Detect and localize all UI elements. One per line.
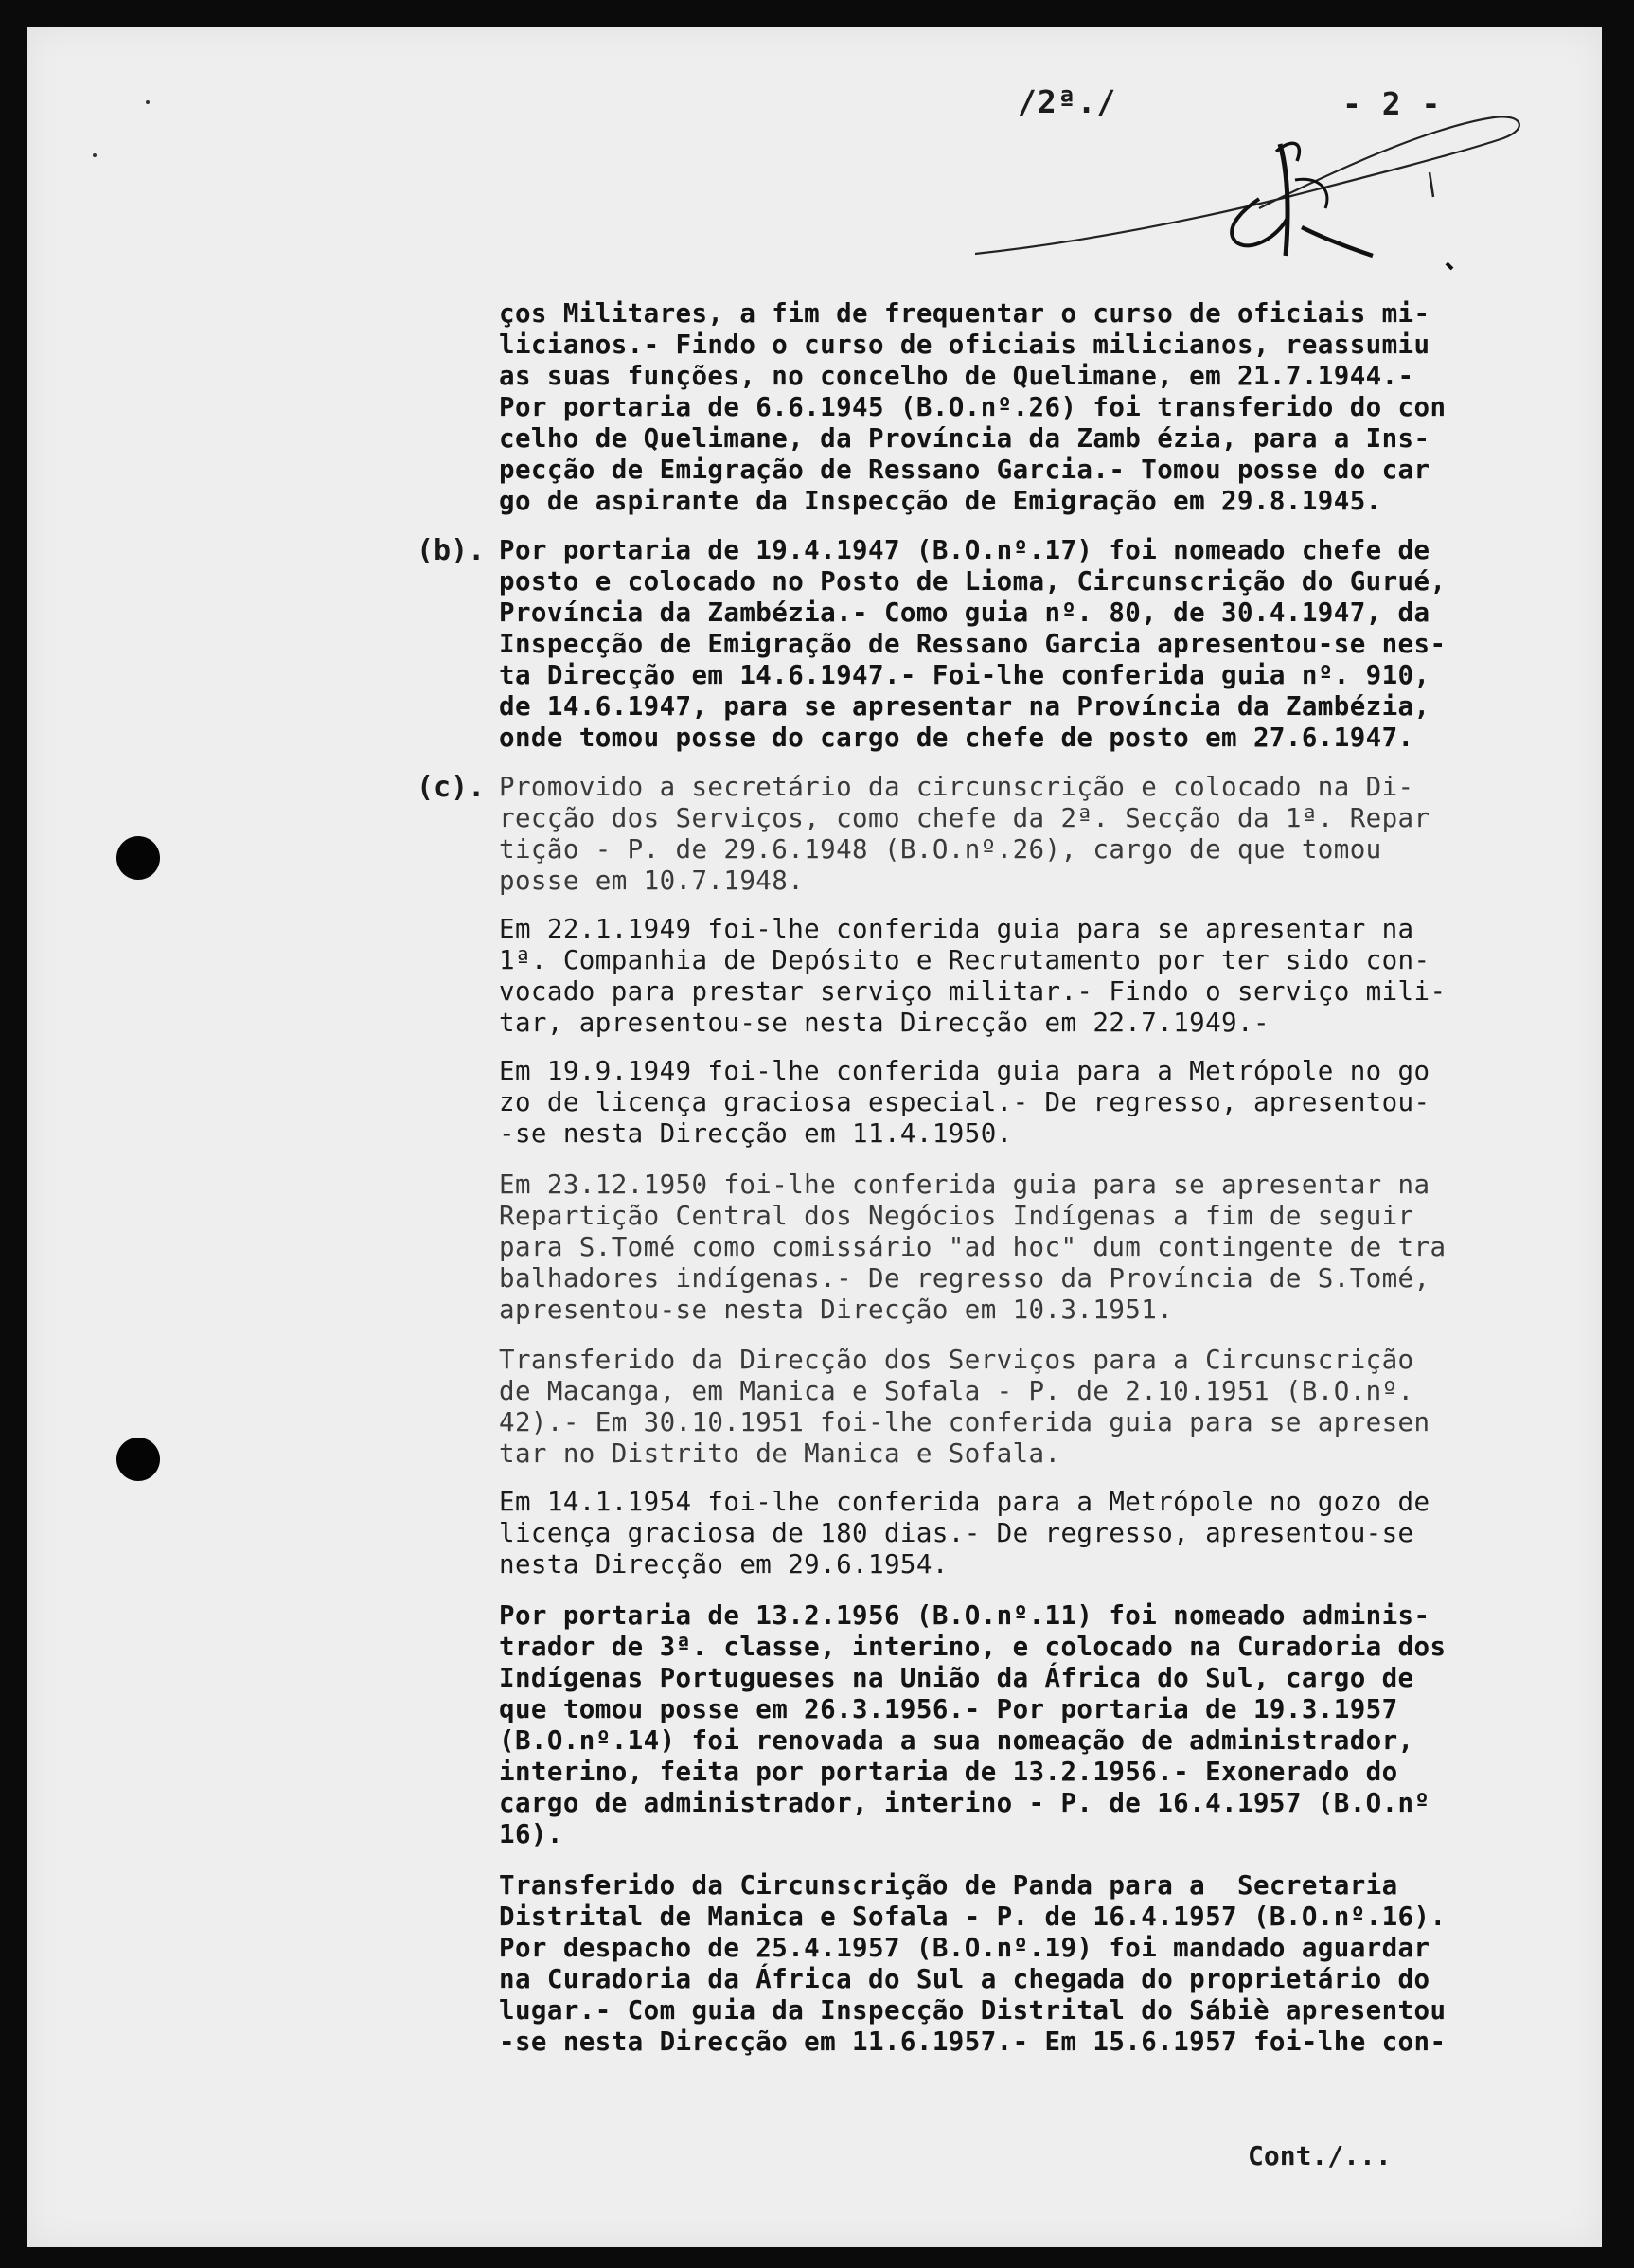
paragraph xyxy=(499,298,1512,517)
text-line: tição - P. de 29.6.1948 (B.O.nº.26), cargo de que tomou xyxy=(499,834,1382,865)
text-line: de 14.6.1947, para se apresentar na Província da Zambézia, xyxy=(499,691,1430,722)
text-line: tar, apresentou-se nesta Direcção em 22.7.1949.- xyxy=(499,1008,1270,1038)
text-line: vocado para prestar serviço militar.- Findo o serviço mili- xyxy=(499,976,1447,1007)
text-line: tar no Distrito de Manica e Sofala. xyxy=(499,1438,1061,1469)
text-line: cargo de administrador, interino - P. de 16.4.1957 (B.O.nº xyxy=(499,1788,1430,1818)
text-line: trador de 3ª. classe, interino, e colocado na Curadoria dos xyxy=(499,1632,1447,1662)
text-line: as suas funções, no concelho de Quelimane, em 21.7.1944.- xyxy=(499,361,1414,391)
paper-speck xyxy=(93,153,97,157)
text-line: Por portaria de 13.2.1956 (B.O.nº.11) foi nomeado adminis- xyxy=(499,1600,1430,1631)
text-line: Por portaria de 19.4.1947 (B.O.nº.17) foi nomeado chefe de xyxy=(499,535,1430,565)
text-line: que tomou posse em 26.3.1956.- Por portaria de 19.3.1957 xyxy=(499,1694,1398,1724)
paragraph-label: (b). xyxy=(417,534,486,567)
text-line: pecção de Emigração de Ressano Garcia.- Tomou posse do car xyxy=(499,455,1430,485)
paragraph xyxy=(499,914,1512,1039)
text-line: Repartição Central dos Negócios Indígenas a fim de seguir xyxy=(499,1201,1414,1231)
text-line: zo de licença graciosa especial.- De regresso, apresentou- xyxy=(499,1087,1430,1117)
paragraph xyxy=(499,1600,1512,1850)
text-line: (B.O.nº.14) foi renovada a sua nomeação de administrador, xyxy=(499,1725,1414,1756)
punch-hole xyxy=(116,1438,160,1481)
punch-hole xyxy=(116,836,160,880)
text-line: licianos.- Findo o curso de oficiais milicianos, reassumiu xyxy=(499,330,1430,360)
text-line: Em 23.12.1950 foi-lhe conferida guia para se apresentar na xyxy=(499,1170,1430,1200)
paragraph xyxy=(499,1056,1512,1150)
text-line: ta Direcção em 14.6.1947.- Foi-lhe conferida guia nº. 910, xyxy=(499,660,1430,690)
text-line: Província da Zambézia.- Como guia nº. 80, de 30.4.1947, da xyxy=(499,598,1430,628)
text-line: nesta Direcção em 29.6.1954. xyxy=(499,1549,949,1580)
paragraph-label: (c). xyxy=(417,771,486,804)
page-number: - 2 - xyxy=(1342,85,1442,122)
text-line: de Macanga, em Manica e Sofala - P. de 2.10.1951 (B.O.nº. xyxy=(499,1376,1414,1406)
text-line: 16). xyxy=(499,1819,563,1849)
paragraph xyxy=(499,535,1512,754)
text-line: licença graciosa de 180 dias.- De regresso, apresentou-se xyxy=(499,1518,1414,1548)
text-line: na Curadoria da África do Sul a chegada do proprietário do xyxy=(499,1964,1430,1994)
text-line: onde tomou posse do cargo de chefe de posto em 27.6.1947. xyxy=(499,723,1414,753)
text-line: -se nesta Direcção em 11.6.1957.- Em 15.6.1957 foi-lhe con- xyxy=(499,2027,1447,2057)
paragraph xyxy=(499,1870,1512,2058)
text-line: balhadores indígenas.- De regresso da Província de S.Tomé, xyxy=(499,1263,1430,1294)
text-line: Distrital de Manica e Sofala - P. de 16.4.1957 (B.O.nº.16). xyxy=(499,1902,1447,1932)
paragraph xyxy=(499,772,1512,897)
text-line: posto e colocado no Posto de Lioma, Circunscrição do Gurué, xyxy=(499,566,1447,597)
text-line: Em 19.9.1949 foi-lhe conferida guia para a Metrópole no go xyxy=(499,1056,1430,1086)
paragraph xyxy=(499,1170,1512,1326)
text-line: Transferido da Circunscrição de Panda para a Secretaria xyxy=(499,1870,1398,1901)
text-line: Em 22.1.1949 foi-lhe conferida guia para se apresentar na xyxy=(499,914,1414,944)
text-line: Por despacho de 25.4.1957 (B.O.nº.19) foi mandado aguardar xyxy=(499,1933,1430,1963)
text-line: Transferido da Direcção dos Serviços para a Circunscrição xyxy=(499,1345,1414,1375)
paragraph xyxy=(499,1487,1512,1580)
text-line: interino, feita por portaria de 13.2.1956.- Exonerado do xyxy=(499,1757,1398,1787)
text-line: apresentou-se nesta Direcção em 10.3.1951. xyxy=(499,1295,1174,1325)
text-line: recção dos Serviços, como chefe da 2ª. Secção da 1ª. Repar xyxy=(499,803,1430,833)
text-line: go de aspirante da Inspecção de Emigração em 29.8.1945. xyxy=(499,486,1382,516)
text-line: lugar.- Com guia da Inspecção Distrital do Sábiè apresentou xyxy=(499,1995,1447,2026)
text-line: -se nesta Direcção em 11.4.1950. xyxy=(499,1118,1013,1149)
text-line: Em 14.1.1954 foi-lhe conferida para a Metrópole no gozo de xyxy=(499,1487,1430,1517)
copy-marker: /2ª./ xyxy=(1018,83,1117,120)
text-line: Indígenas Portugueses na União da África do Sul, cargo de xyxy=(499,1663,1414,1693)
paragraph xyxy=(499,1345,1512,1470)
text-line: Inspecção de Emigração de Ressano Garcia apresentou-se nes- xyxy=(499,629,1447,659)
text-line: ços Militares, a fim de frequentar o curso de oficiais mi- xyxy=(499,298,1430,329)
paper-speck xyxy=(146,100,150,104)
text-line: 42).- Em 30.10.1951 foi-lhe conferida guia para se apresen xyxy=(499,1407,1430,1438)
text-line: Por portaria de 6.6.1945 (B.O.nº.26) foi transferido do con xyxy=(499,392,1447,422)
text-line: Promovido a secretário da circunscrição e colocado na Di- xyxy=(499,772,1414,802)
continuation-note: Cont./... xyxy=(1248,2140,1392,2171)
handwritten-signature xyxy=(975,85,1543,284)
text-line: para S.Tomé como comissário "ad hoc" dum contingente de tra xyxy=(499,1232,1447,1262)
text-line: posse em 10.7.1948. xyxy=(499,866,805,896)
text-line: celho de Quelimane, da Província da Zamb ézia, para a Ins- xyxy=(499,423,1430,454)
text-line: 1ª. Companhia de Depósito e Recrutamento por ter sido con- xyxy=(499,945,1430,975)
